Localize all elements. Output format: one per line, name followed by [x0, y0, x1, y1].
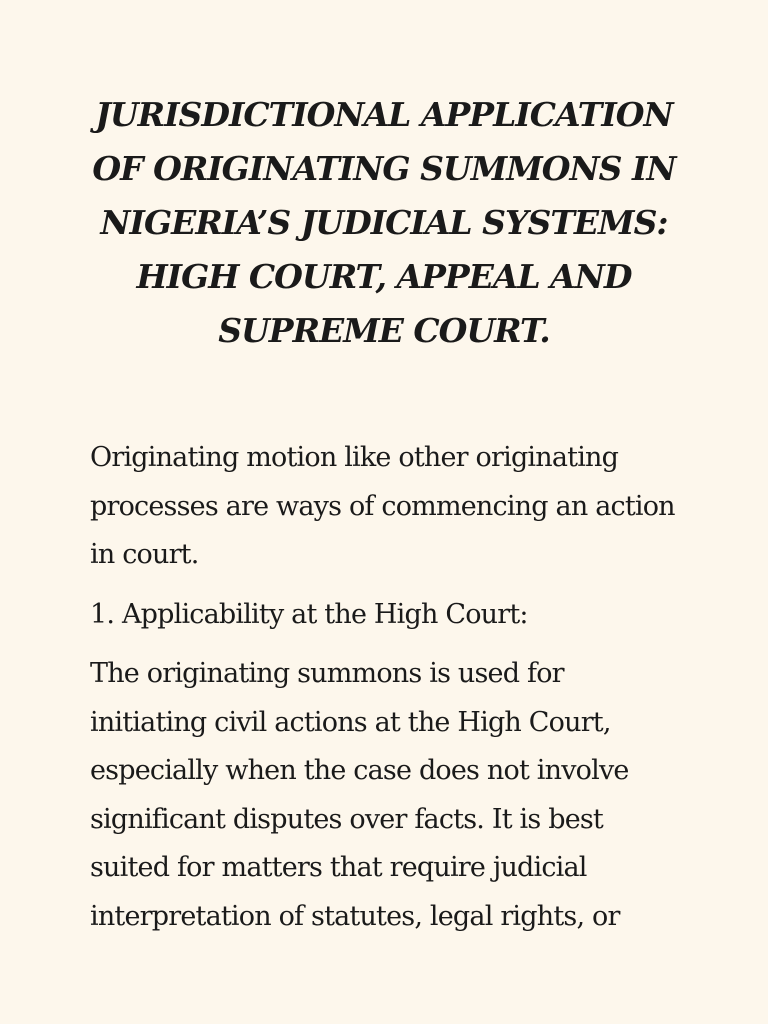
- paragraph-intro: Originating motion like other originating processes are ways of commencing an action in court.: [90, 442, 675, 570]
- page-title: JURISDICTIONAL APPLICATION OF ORIGINATING SUMMONS IN NIGERIA’S JUDICIAL SYSTEMS: HIGH COURT, APPEAL AND SUPREME COURT.: [92, 95, 676, 350]
- paragraph-high-court: The originating summons is used for initiating civil actions at the High Court, especially when the case does not involve significant disputes over facts. It is best suited for matters that require judicial interpretation of statutes, legal rights, or: [90, 658, 629, 932]
- section-heading-high-court: 1. Applicability at the High Court:: [90, 598, 528, 630]
- article-body: [90, 434, 678, 941]
